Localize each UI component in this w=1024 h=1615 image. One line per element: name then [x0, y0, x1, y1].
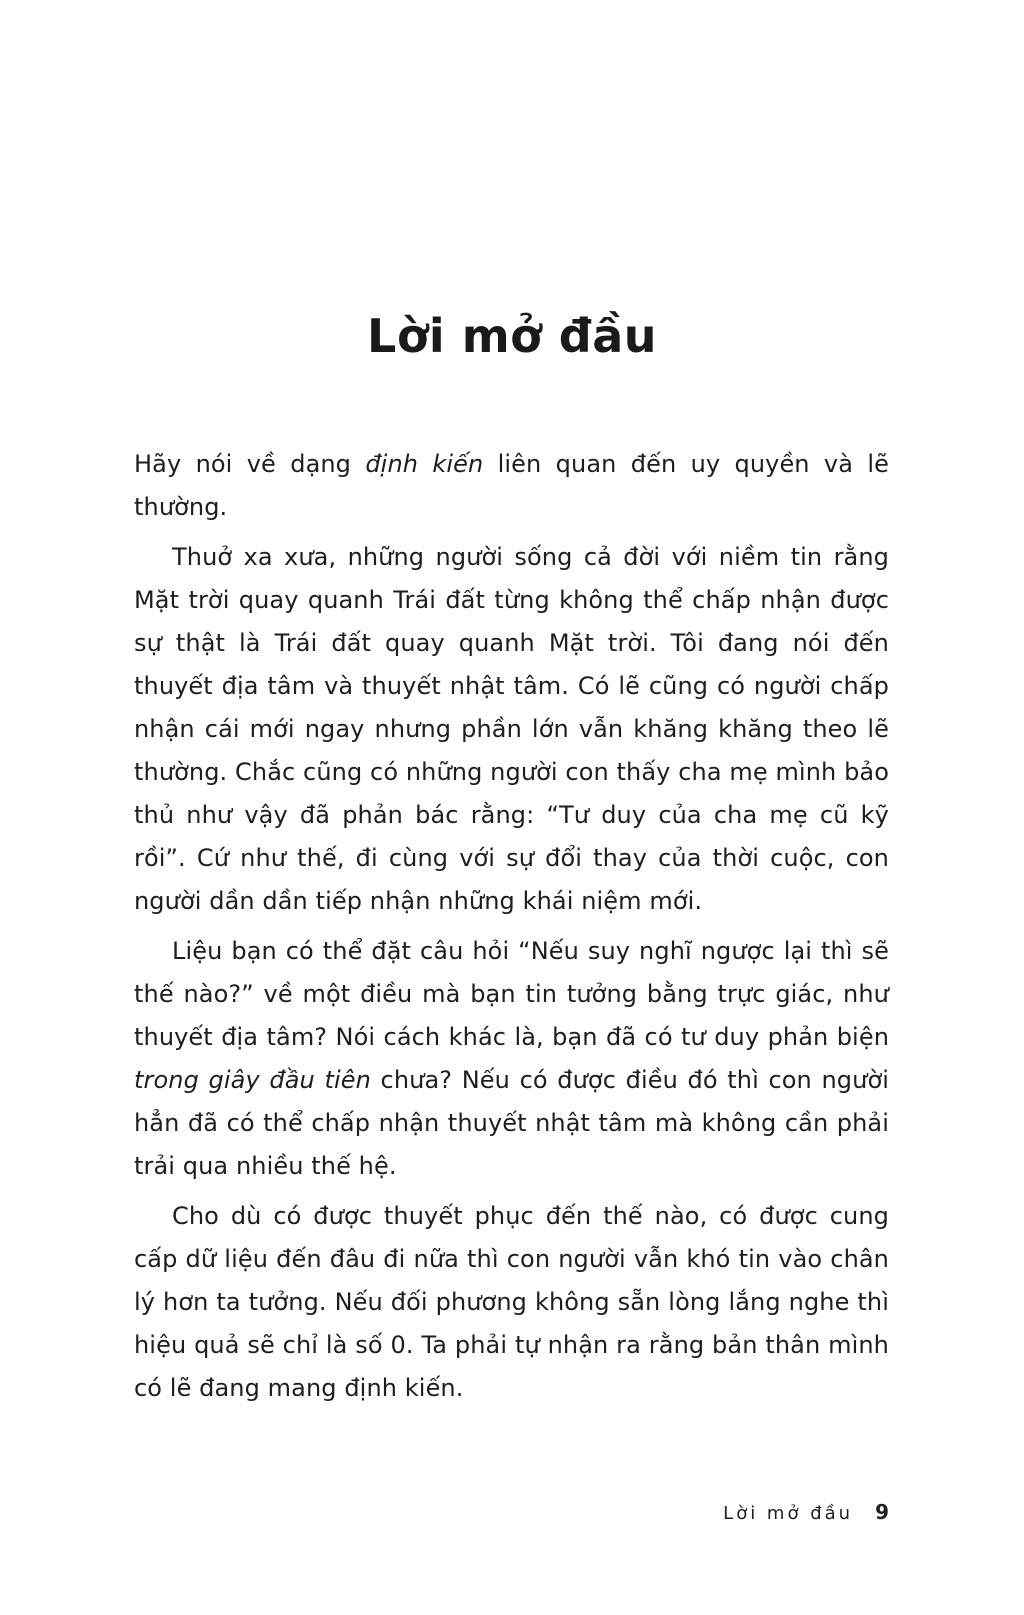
page-title: Lời mở đầu	[367, 309, 657, 363]
paragraph-1	[134, 443, 889, 529]
paragraph-1-emphasis: định kiến	[365, 450, 484, 478]
body-text	[134, 443, 889, 1417]
paragraph-3	[134, 930, 889, 1188]
paragraph-1-text-start: Hãy nói về dạng	[134, 450, 366, 478]
paragraph-3-emphasis: trong giây đầu tiên	[134, 1066, 371, 1094]
paragraph-3-text-start: Liệu bạn có thể đặt câu hỏi “Nếu suy nghĩ ngược lại thì sẽ thế nào?” về một điều mà bạn tin tưởng bằng trực giác, như thuyết địa tâm? Nói cách khác là, bạn đã có tư duy phản biện	[134, 937, 889, 1051]
paragraph-1-text-end: liên quan đến uy quyền và lẽ thường.	[134, 450, 889, 521]
page-footer	[0, 1500, 889, 1526]
running-title: Lời mở đầu	[723, 1503, 854, 1524]
page-number: 9	[875, 1500, 889, 1524]
paragraph-3-text-end: chưa? Nếu có được điều đó thì con người hẳn đã có thể chấp nhận thuyết nhật tâm mà không cần phải trải qua nhiều thế hệ.	[134, 1066, 889, 1180]
paragraph-2: Thuở xa xưa, những người sống cả đời với niềm tin rằng Mặt trời quay quanh Trái đất từng không thể chấp nhận được sự thật là Trái đất quay quanh Mặt trời. Tôi đang nói đến thuyết địa tâm và thuyết nhật tâm. Có lẽ cũng có người chấp nhận cái mới ngay nhưng phần lớn vẫn khăng khăng theo lẽ thường. Chắc cũng có những người con thấy cha mẹ mình bảo thủ như vậy đã phản bác rằng: “Tư duy của cha mẹ cũ kỹ rồi”. Cứ như thế, đi cùng với sự đổi thay của thời cuộc, con người dần dần tiếp nhận những khái niệm mới.	[134, 543, 889, 915]
paragraph-4: Cho dù có được thuyết phục đến thế nào, có được cung cấp dữ liệu đến đâu đi nữa thì con người vẫn khó tin vào chân lý hơn ta tưởng. Nếu đối phương không sẵn lòng lắng nghe thì hiệu quả sẽ chỉ là số 0. Ta phải tự nhận ra rằng bản thân mình có lẽ đang mang định kiến.	[134, 1202, 889, 1402]
